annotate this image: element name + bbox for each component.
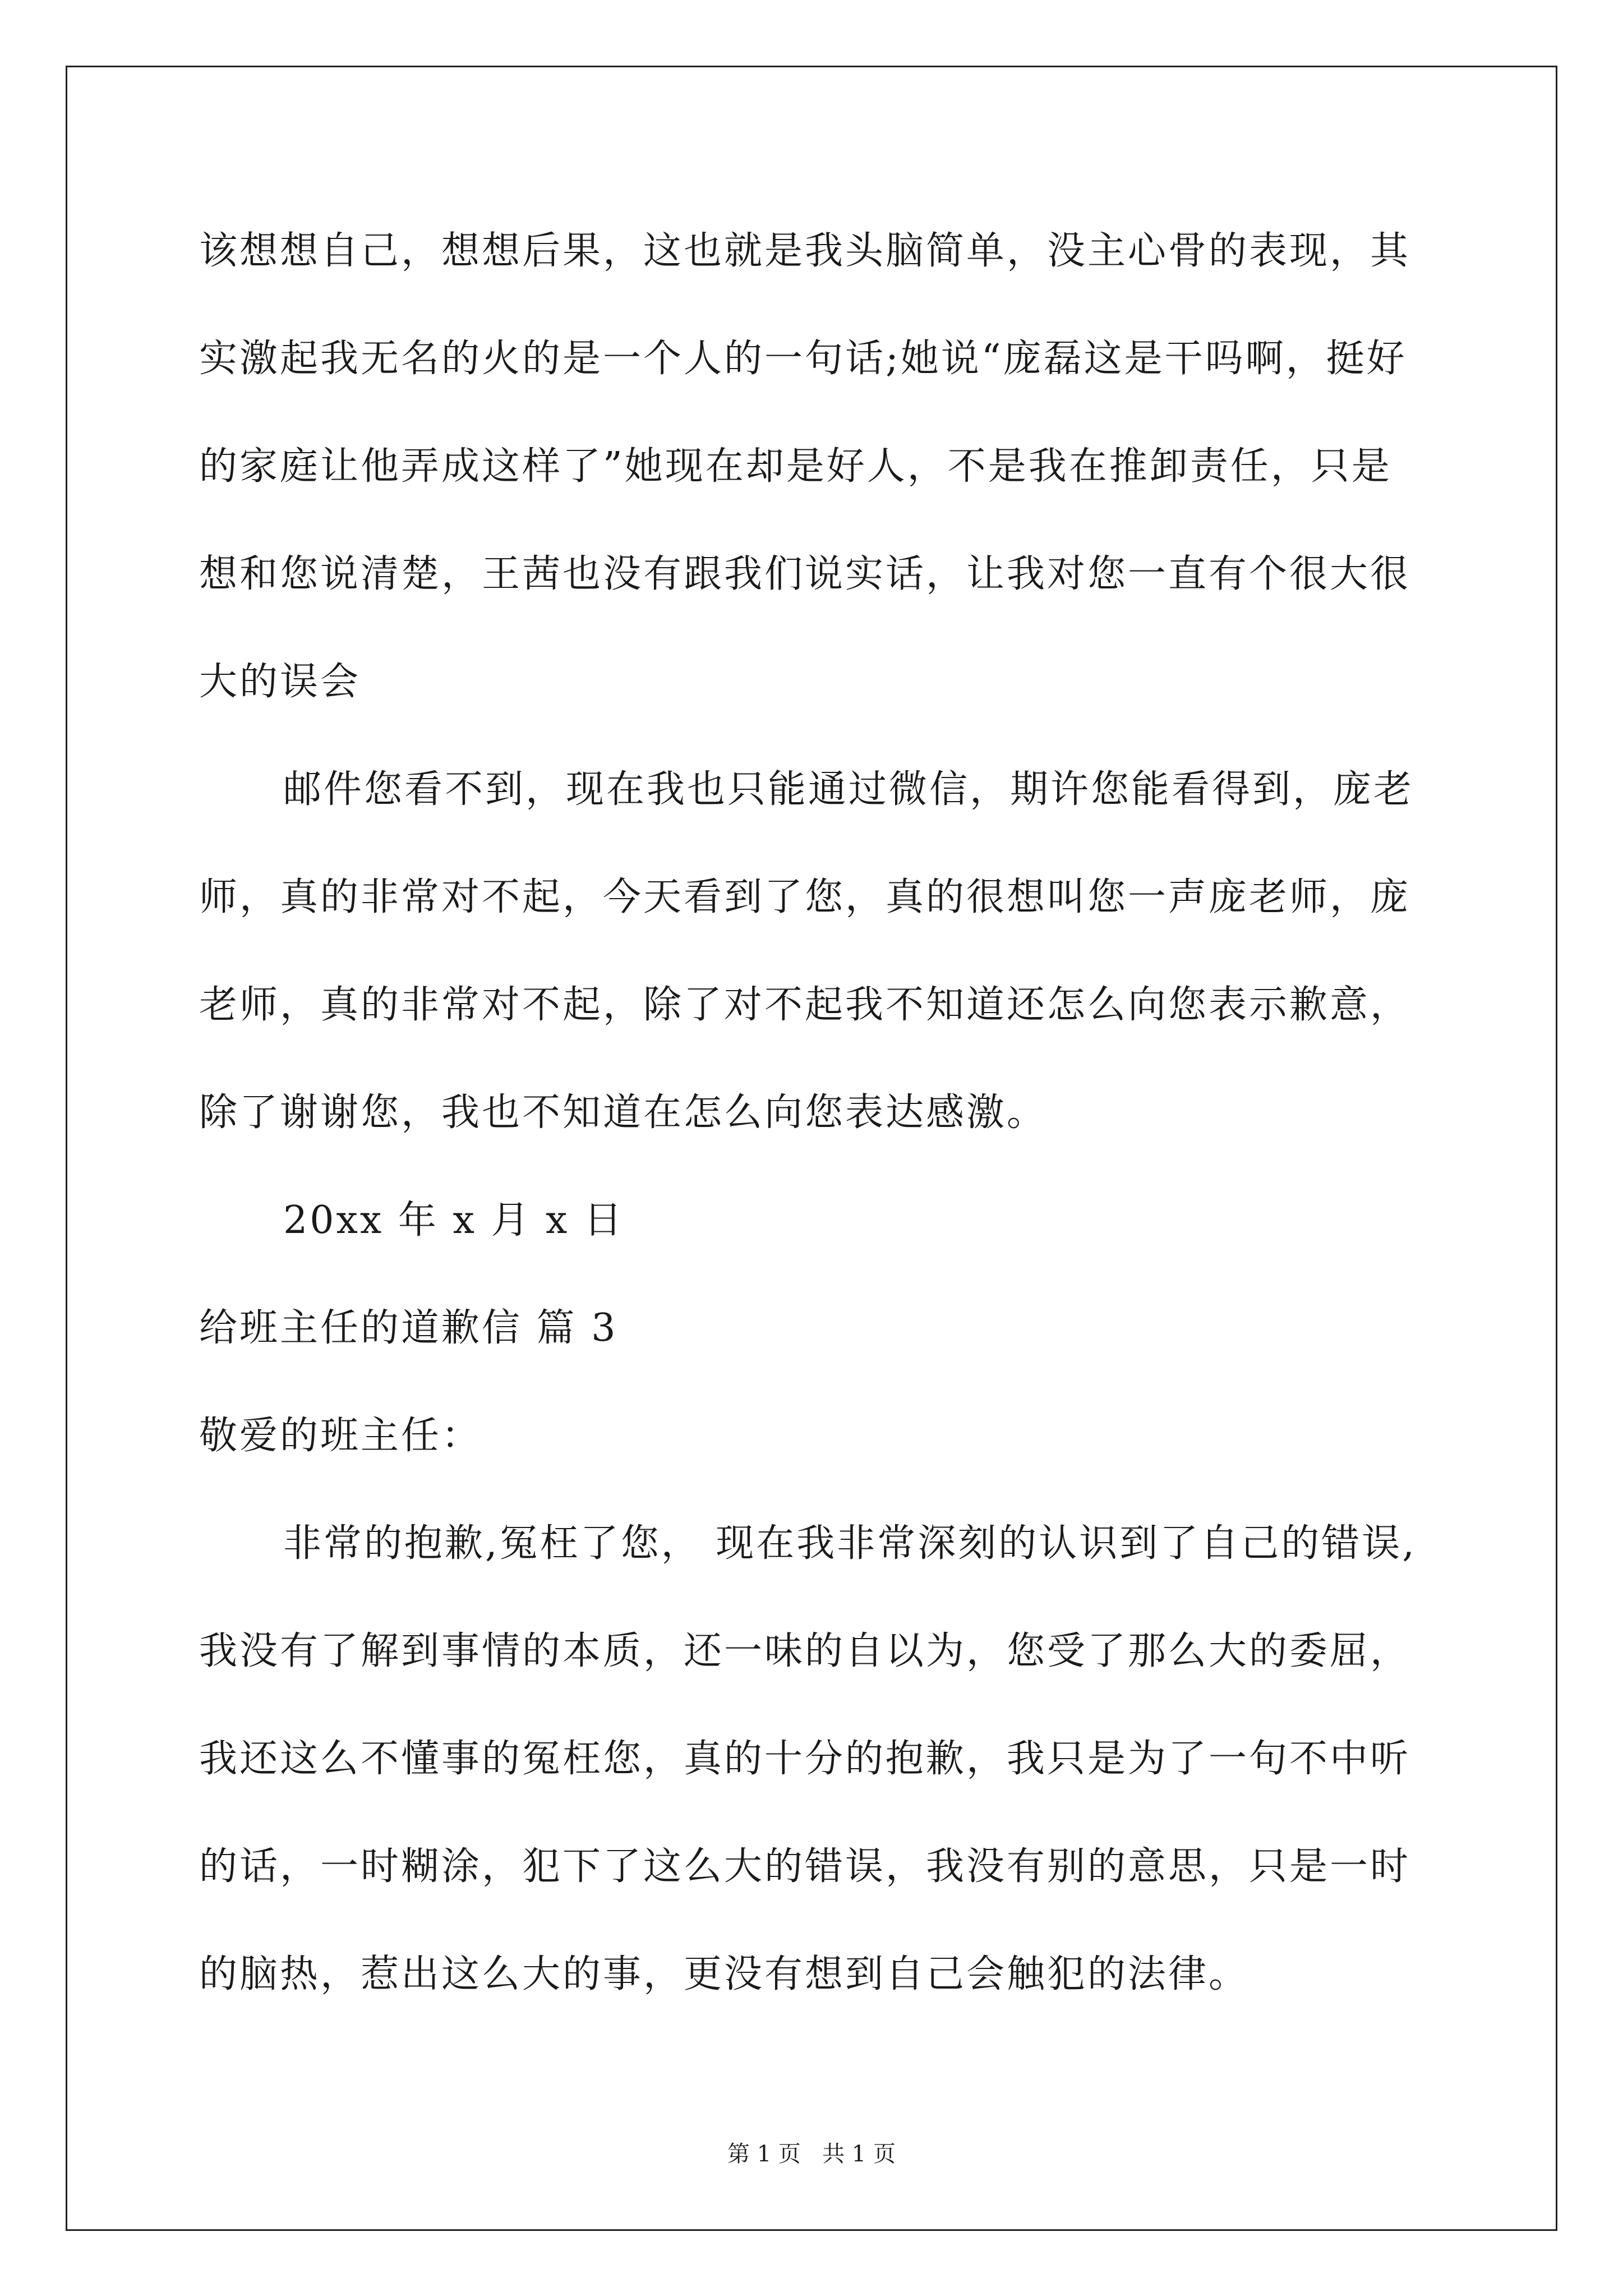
body-line: 的话，一时糊涂，犯下了这么大的错误，我没有别的意思，只是一时 <box>199 1844 1411 1889</box>
paragraph-first-line: 邮件您看不到，现在我也只能通过微信，期许您能看得到，庞老 <box>283 767 1414 812</box>
page-footer: 第 1 页 共 1 页 <box>727 2141 896 2167</box>
paragraph-first-line: 非常的抱歉,冤枉了您， 现在我非常深刻的认识到了自己的错误, <box>283 1521 1417 1566</box>
body-line: 我还这么不懂事的冤枉您，真的十分的抱歉，我只是为了一句不中听 <box>199 1737 1411 1781</box>
page-border <box>66 66 1557 2231</box>
body-line: 师，真的非常对不起，今天看到了您，真的很想叫您一声庞老师，庞 <box>199 875 1411 919</box>
salutation: 敬爱的班主任： <box>199 1414 482 1458</box>
body-line: 除了谢谢您，我也不知道在怎么向您表达感激。 <box>199 1091 1048 1135</box>
body-line: 大的误会 <box>199 660 361 704</box>
body-line: 的脑热，惹出这么大的事，更没有想到自己会触犯的法律。 <box>199 1952 1249 1996</box>
body-line: 该想想自己，想想后果，这也就是我头脑简单，没主心骨的表现，其 <box>199 229 1411 273</box>
section-title: 给班主任的道歉信 篇 3 <box>199 1306 618 1350</box>
body-line: 的家庭让他弄成这样了”她现在却是好人，不是我在推卸责任，只是 <box>199 444 1392 489</box>
body-line: 我没有了解到事情的本质，还一味的自以为，您受了那么大的委屈， <box>199 1629 1411 1673</box>
body-line: 想和您说清楚，王茜也没有跟我们说实话，让我对您一直有个很大很 <box>199 552 1411 596</box>
date-line: 20xx 年 x 月 x 日 <box>283 1198 625 1243</box>
body-line: 实激起我无名的火的是一个人的一句话;她说“庞磊这是干吗啊，挺好 <box>199 337 1407 381</box>
body-line: 老师，真的非常对不起，除了对不起我不知道还怎么向您表示歉意， <box>199 983 1411 1027</box>
